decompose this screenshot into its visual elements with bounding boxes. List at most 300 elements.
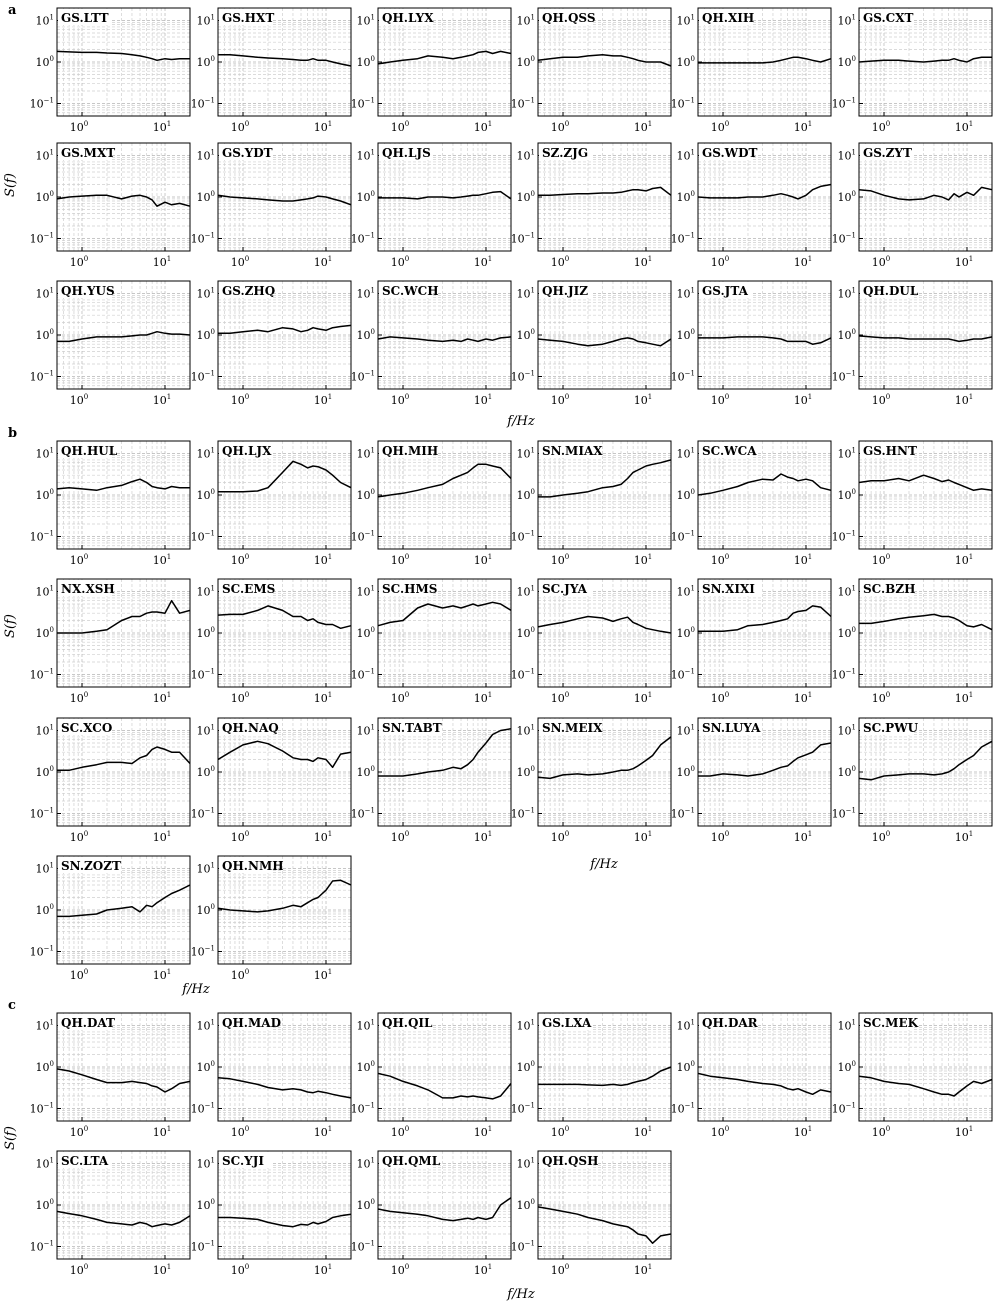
- station-title: SC.XCO: [61, 721, 113, 735]
- tick-exponent: 0: [370, 626, 375, 634]
- y-tick-label: $10^{-1}$: [350, 529, 375, 544]
- tick-exponent: 1: [487, 120, 493, 128]
- tick-exponent: −1: [845, 667, 856, 676]
- x-tick-label: $10^0$: [550, 830, 570, 844]
- x-tick-label: $10^0$: [710, 830, 730, 844]
- y-tick-label: $10^1$: [35, 148, 54, 163]
- tick-exponent: 1: [49, 723, 54, 732]
- station-title: QH.MIH: [382, 444, 439, 458]
- tick-exponent: −1: [204, 806, 215, 815]
- x-tick-label: $10^1$: [152, 255, 172, 269]
- subplot: [671, 441, 831, 567]
- tick-exponent: −1: [845, 1101, 856, 1110]
- series-line: [538, 187, 671, 195]
- y-tick-label: $10^{-1}$: [29, 667, 54, 682]
- x-tick-label: $10^1$: [793, 393, 813, 407]
- y-tick-label: $10^1$: [35, 861, 54, 876]
- tick-exponent: 1: [166, 553, 172, 561]
- series-line: [859, 57, 992, 62]
- tick-exponent: 0: [210, 55, 215, 63]
- tick-exponent: 1: [487, 830, 493, 838]
- tick-exponent: 0: [724, 120, 730, 128]
- subplot: [351, 143, 511, 269]
- subplot: [30, 441, 190, 567]
- tick-exponent: 0: [851, 1060, 856, 1068]
- y-tick-label: $10^{-1}$: [190, 806, 215, 821]
- y-tick-label: $10^{-1}$: [510, 806, 535, 821]
- subplot: [30, 579, 190, 705]
- tick-exponent: −1: [364, 529, 375, 538]
- tick-exponent: −1: [845, 369, 856, 378]
- x-tick-label: $10^1$: [152, 968, 172, 982]
- tick-exponent: 1: [807, 255, 813, 263]
- station-title: QH.LJX: [222, 444, 272, 458]
- subplot: [511, 8, 671, 134]
- tick-exponent: 0: [210, 765, 215, 773]
- subplot: [832, 579, 992, 705]
- tick-exponent: 1: [487, 1125, 493, 1133]
- y-tick-label: $10^1$: [356, 286, 375, 301]
- x-tick-label: $10^0$: [390, 691, 410, 705]
- y-tick-label: $10^{-1}$: [670, 96, 695, 111]
- y-tick-label: $10^0$: [196, 903, 215, 917]
- tick-exponent: 0: [851, 328, 856, 336]
- tick-exponent: 1: [166, 1263, 172, 1271]
- tick-exponent: 0: [49, 488, 54, 496]
- tick-exponent: 1: [530, 584, 535, 593]
- x-tick-label: $10^0$: [230, 691, 250, 705]
- tick-exponent: 0: [530, 55, 535, 63]
- station-title: SC.LTA: [61, 1154, 109, 1168]
- y-tick-label: $10^{-1}$: [670, 806, 695, 821]
- y-tick-label: $10^{-1}$: [510, 529, 535, 544]
- y-tick-label: $10^{-1}$: [190, 369, 215, 384]
- tick-exponent: 0: [564, 553, 570, 561]
- x-axis-label: f/Hz: [507, 1287, 535, 1302]
- series-line: [378, 464, 511, 497]
- x-tick-label: $10^0$: [710, 393, 730, 407]
- tick-exponent: 1: [647, 120, 653, 128]
- tick-exponent: 0: [49, 328, 54, 336]
- x-tick-label: $10^0$: [550, 691, 570, 705]
- x-tick-label: $10^0$: [550, 1125, 570, 1139]
- tick-exponent: 1: [327, 120, 333, 128]
- x-tick-label: $10^0$: [69, 691, 89, 705]
- tick-exponent: 1: [968, 830, 974, 838]
- y-tick-label: $10^{-1}$: [670, 369, 695, 384]
- series-line: [538, 460, 671, 497]
- station-title: SC.MEK: [863, 1016, 919, 1030]
- tick-exponent: 1: [647, 255, 653, 263]
- tick-exponent: −1: [204, 369, 215, 378]
- y-tick-label: $10^0$: [356, 328, 375, 342]
- tick-exponent: 1: [370, 1156, 375, 1165]
- tick-exponent: 0: [564, 1125, 570, 1133]
- station-title: QH.HUL: [61, 444, 118, 458]
- tick-exponent: 0: [244, 968, 250, 976]
- tick-exponent: 0: [49, 55, 54, 63]
- subplot: [191, 281, 351, 407]
- y-tick-label: $10^1$: [35, 1018, 54, 1033]
- subplot: [191, 1151, 351, 1277]
- tick-exponent: 1: [210, 148, 215, 157]
- station-title: QH.QIL: [382, 1016, 433, 1030]
- x-tick-label: $10^1$: [152, 120, 172, 134]
- y-tick-label: $10^0$: [196, 55, 215, 69]
- x-tick-label: $10^1$: [793, 553, 813, 567]
- tick-exponent: 0: [49, 765, 54, 773]
- x-tick-label: $10^1$: [473, 1125, 493, 1139]
- x-tick-label: $10^0$: [550, 120, 570, 134]
- tick-exponent: 1: [968, 691, 974, 699]
- y-tick-label: $10^0$: [676, 626, 695, 640]
- tick-exponent: 1: [690, 286, 695, 295]
- subplot: [832, 8, 992, 134]
- y-tick-label: $10^1$: [356, 446, 375, 461]
- tick-exponent: 0: [530, 190, 535, 198]
- tick-exponent: 1: [690, 723, 695, 732]
- y-tick-label: $10^1$: [837, 13, 856, 28]
- y-tick-label: $10^1$: [676, 13, 695, 28]
- tick-exponent: 1: [807, 393, 813, 401]
- y-tick-label: $10^1$: [356, 1018, 375, 1033]
- subplot: [30, 1013, 190, 1139]
- tick-exponent: −1: [43, 231, 54, 240]
- y-tick-label: $10^0$: [516, 190, 535, 204]
- y-tick-label: $10^1$: [196, 286, 215, 301]
- y-tick-label: $10^0$: [516, 626, 535, 640]
- x-axis-label: f/Hz: [590, 857, 618, 872]
- tick-exponent: 1: [647, 691, 653, 699]
- tick-exponent: 0: [83, 120, 89, 128]
- tick-exponent: 1: [370, 1018, 375, 1027]
- tick-exponent: 0: [244, 120, 250, 128]
- subplot: [351, 441, 511, 567]
- tick-exponent: 1: [327, 255, 333, 263]
- tick-exponent: 0: [564, 120, 570, 128]
- subplot: [191, 143, 351, 269]
- tick-exponent: 0: [690, 328, 695, 336]
- series-line: [218, 1078, 351, 1098]
- series-line: [218, 606, 351, 628]
- x-tick-label: $10^1$: [473, 393, 493, 407]
- y-tick-label: $10^0$: [356, 190, 375, 204]
- tick-exponent: 0: [885, 393, 891, 401]
- tick-exponent: −1: [684, 529, 695, 538]
- tick-exponent: 0: [244, 1263, 250, 1271]
- tick-exponent: 1: [210, 1156, 215, 1165]
- subplot: [30, 718, 190, 844]
- tick-exponent: 1: [210, 446, 215, 455]
- y-tick-label: $10^0$: [516, 328, 535, 342]
- y-axis-label: S(f): [3, 173, 18, 197]
- y-tick-label: $10^1$: [837, 286, 856, 301]
- tick-exponent: 0: [690, 765, 695, 773]
- tick-exponent: 0: [244, 1125, 250, 1133]
- series-line: [698, 57, 831, 63]
- x-tick-label: $10^0$: [69, 255, 89, 269]
- x-tick-label: $10^1$: [954, 1125, 974, 1139]
- subplot: [30, 856, 190, 982]
- station-title: GS.ZYT: [863, 146, 912, 160]
- y-tick-label: $10^1$: [356, 13, 375, 28]
- tick-exponent: −1: [845, 806, 856, 815]
- tick-exponent: 1: [968, 120, 974, 128]
- station-title: QH.LYX: [382, 11, 434, 25]
- tick-exponent: 0: [885, 553, 891, 561]
- x-tick-label: $10^0$: [710, 553, 730, 567]
- y-tick-label: $10^{-1}$: [831, 529, 856, 544]
- tick-exponent: −1: [43, 369, 54, 378]
- x-tick-label: $10^1$: [633, 255, 653, 269]
- y-tick-label: $10^{-1}$: [350, 96, 375, 111]
- y-tick-label: $10^{-1}$: [670, 231, 695, 246]
- tick-exponent: −1: [845, 231, 856, 240]
- y-tick-label: $10^1$: [676, 1018, 695, 1033]
- tick-exponent: −1: [364, 1101, 375, 1110]
- station-title: QH.DUL: [863, 284, 919, 298]
- tick-exponent: 0: [83, 1125, 89, 1133]
- tick-exponent: 1: [370, 723, 375, 732]
- tick-exponent: 1: [166, 968, 172, 976]
- x-tick-label: $10^1$: [473, 1263, 493, 1277]
- subplot: [832, 718, 992, 844]
- tick-exponent: 0: [244, 393, 250, 401]
- tick-exponent: 1: [647, 1263, 653, 1271]
- series-line: [859, 614, 992, 629]
- station-title: QH.QSS: [542, 11, 596, 25]
- tick-exponent: 1: [807, 553, 813, 561]
- tick-exponent: 1: [807, 830, 813, 838]
- tick-exponent: 1: [370, 446, 375, 455]
- x-tick-label: $10^1$: [793, 255, 813, 269]
- y-tick-label: $10^0$: [676, 488, 695, 502]
- y-tick-label: $10^0$: [837, 626, 856, 640]
- tick-exponent: 0: [690, 626, 695, 634]
- y-tick-label: $10^0$: [516, 1060, 535, 1074]
- x-tick-label: $10^0$: [390, 553, 410, 567]
- subplot: [671, 281, 831, 407]
- x-tick-label: $10^1$: [793, 1125, 813, 1139]
- y-tick-label: $10^1$: [356, 584, 375, 599]
- x-tick-label: $10^0$: [871, 1125, 891, 1139]
- y-tick-label: $10^1$: [676, 584, 695, 599]
- tick-exponent: 1: [647, 830, 653, 838]
- tick-exponent: 0: [564, 1263, 570, 1271]
- x-tick-label: $10^0$: [390, 255, 410, 269]
- tick-exponent: 0: [564, 691, 570, 699]
- x-axis-label: f/Hz: [507, 414, 535, 429]
- tick-exponent: 0: [530, 1060, 535, 1068]
- subplot: [191, 441, 351, 567]
- y-tick-label: $10^0$: [35, 903, 54, 917]
- tick-exponent: 1: [370, 148, 375, 157]
- tick-exponent: 1: [166, 120, 172, 128]
- y-tick-label: $10^0$: [676, 55, 695, 69]
- series-line: [57, 51, 190, 60]
- tick-exponent: 1: [530, 1018, 535, 1027]
- subplot: [832, 281, 992, 407]
- tick-exponent: 1: [49, 584, 54, 593]
- subplot: [671, 718, 831, 844]
- tick-exponent: 1: [690, 446, 695, 455]
- y-tick-label: $10^0$: [676, 765, 695, 779]
- tick-exponent: 0: [530, 765, 535, 773]
- station-title: GS.HNT: [863, 444, 917, 458]
- tick-exponent: 1: [327, 691, 333, 699]
- tick-exponent: 0: [530, 488, 535, 496]
- series-line: [538, 1207, 671, 1243]
- y-tick-label: $10^1$: [356, 723, 375, 738]
- x-tick-label: $10^0$: [710, 120, 730, 134]
- y-tick-label: $10^1$: [516, 584, 535, 599]
- x-tick-label: $10^1$: [313, 553, 333, 567]
- tick-exponent: 1: [210, 1018, 215, 1027]
- tick-exponent: 1: [647, 1125, 653, 1133]
- y-tick-label: $10^1$: [196, 446, 215, 461]
- x-tick-label: $10^0$: [871, 120, 891, 134]
- tick-exponent: 0: [724, 830, 730, 838]
- y-tick-label: $10^1$: [356, 148, 375, 163]
- tick-exponent: −1: [43, 667, 54, 676]
- y-tick-label: $10^0$: [356, 488, 375, 502]
- tick-exponent: 0: [690, 55, 695, 63]
- tick-exponent: 0: [210, 190, 215, 198]
- y-tick-label: $10^1$: [516, 148, 535, 163]
- y-tick-label: $10^{-1}$: [29, 529, 54, 544]
- series-line: [218, 55, 351, 66]
- y-tick-label: $10^0$: [356, 55, 375, 69]
- x-tick-label: $10^1$: [152, 553, 172, 567]
- subplot: [511, 1151, 671, 1277]
- series-line: [859, 187, 992, 200]
- y-tick-label: $10^1$: [837, 148, 856, 163]
- tick-exponent: 1: [49, 148, 54, 157]
- series-line: [378, 1073, 511, 1099]
- y-tick-label: $10^0$: [516, 55, 535, 69]
- x-tick-label: $10^1$: [313, 830, 333, 844]
- x-tick-label: $10^1$: [954, 255, 974, 269]
- tick-exponent: 0: [724, 1125, 730, 1133]
- tick-exponent: −1: [684, 369, 695, 378]
- subplot: [511, 579, 671, 705]
- y-tick-label: $10^{-1}$: [29, 369, 54, 384]
- x-tick-label: $10^0$: [69, 830, 89, 844]
- x-tick-label: $10^1$: [954, 553, 974, 567]
- x-tick-label: $10^1$: [633, 830, 653, 844]
- tick-exponent: −1: [204, 1101, 215, 1110]
- tick-exponent: 0: [885, 691, 891, 699]
- station-title: GS.MXT: [61, 146, 116, 160]
- series-line: [538, 55, 671, 66]
- tick-exponent: −1: [43, 1239, 54, 1248]
- station-title: GS.ZHQ: [222, 284, 276, 298]
- series-line: [57, 1211, 190, 1226]
- tick-exponent: 0: [404, 393, 410, 401]
- y-tick-label: $10^0$: [676, 1060, 695, 1074]
- tick-exponent: 0: [244, 255, 250, 263]
- subplot: [191, 718, 351, 844]
- station-title: GS.LXA: [542, 1016, 592, 1030]
- tick-exponent: 0: [83, 691, 89, 699]
- tick-exponent: −1: [524, 369, 535, 378]
- tick-exponent: 0: [370, 190, 375, 198]
- subplot: [511, 281, 671, 407]
- tick-exponent: 1: [851, 1018, 856, 1027]
- y-tick-label: $10^1$: [516, 446, 535, 461]
- tick-exponent: 1: [49, 1156, 54, 1165]
- y-tick-label: $10^{-1}$: [29, 231, 54, 246]
- tick-exponent: 0: [690, 488, 695, 496]
- station-title: SC.BZH: [863, 582, 916, 596]
- station-title: SC.JYA: [542, 582, 587, 596]
- tick-exponent: 1: [49, 13, 54, 22]
- x-tick-label: $10^1$: [313, 393, 333, 407]
- y-tick-label: $10^1$: [516, 723, 535, 738]
- x-tick-label: $10^0$: [230, 393, 250, 407]
- y-tick-label: $10^{-1}$: [350, 231, 375, 246]
- y-tick-label: $10^{-1}$: [190, 231, 215, 246]
- station-title: QH.LJS: [382, 146, 431, 160]
- tick-exponent: 1: [851, 148, 856, 157]
- x-tick-label: $10^1$: [313, 1125, 333, 1139]
- y-tick-label: $10^{-1}$: [190, 944, 215, 959]
- tick-exponent: 1: [530, 723, 535, 732]
- y-tick-label: $10^1$: [676, 148, 695, 163]
- x-tick-label: $10^0$: [230, 255, 250, 269]
- tick-exponent: 1: [166, 830, 172, 838]
- y-tick-label: $10^1$: [35, 1156, 54, 1171]
- station-title: QH.DAR: [702, 1016, 758, 1030]
- y-tick-label: $10^{-1}$: [29, 806, 54, 821]
- tick-exponent: −1: [43, 944, 54, 953]
- tick-exponent: 1: [851, 584, 856, 593]
- y-tick-label: $10^1$: [837, 584, 856, 599]
- x-tick-label: $10^1$: [473, 830, 493, 844]
- x-tick-label: $10^1$: [954, 691, 974, 705]
- tick-exponent: 1: [166, 255, 172, 263]
- station-title: QH.JIZ: [542, 284, 589, 298]
- series-line: [538, 617, 671, 634]
- tick-exponent: −1: [684, 1101, 695, 1110]
- x-tick-label: $10^0$: [871, 255, 891, 269]
- x-tick-label: $10^1$: [954, 830, 974, 844]
- y-tick-label: $10^1$: [35, 446, 54, 461]
- tick-exponent: 0: [370, 1060, 375, 1068]
- x-axis-label: f/Hz: [182, 982, 210, 997]
- y-tick-label: $10^{-1}$: [190, 529, 215, 544]
- y-tick-label: $10^{-1}$: [190, 96, 215, 111]
- tick-exponent: 0: [210, 903, 215, 911]
- tick-exponent: 1: [370, 286, 375, 295]
- tick-exponent: 0: [564, 255, 570, 263]
- y-tick-label: $10^{-1}$: [190, 667, 215, 682]
- series-line: [218, 741, 351, 767]
- x-tick-label: $10^1$: [313, 120, 333, 134]
- x-tick-label: $10^1$: [633, 393, 653, 407]
- station-title: SN.LUYA: [702, 721, 761, 735]
- x-tick-label: $10^0$: [871, 553, 891, 567]
- subplot: [351, 8, 511, 134]
- tick-exponent: 0: [851, 488, 856, 496]
- tick-exponent: −1: [43, 96, 54, 105]
- y-tick-label: $10^0$: [196, 488, 215, 502]
- y-tick-label: $10^1$: [196, 861, 215, 876]
- tick-exponent: 0: [851, 190, 856, 198]
- tick-exponent: 1: [968, 553, 974, 561]
- tick-exponent: 0: [564, 830, 570, 838]
- x-tick-label: $10^0$: [69, 968, 89, 982]
